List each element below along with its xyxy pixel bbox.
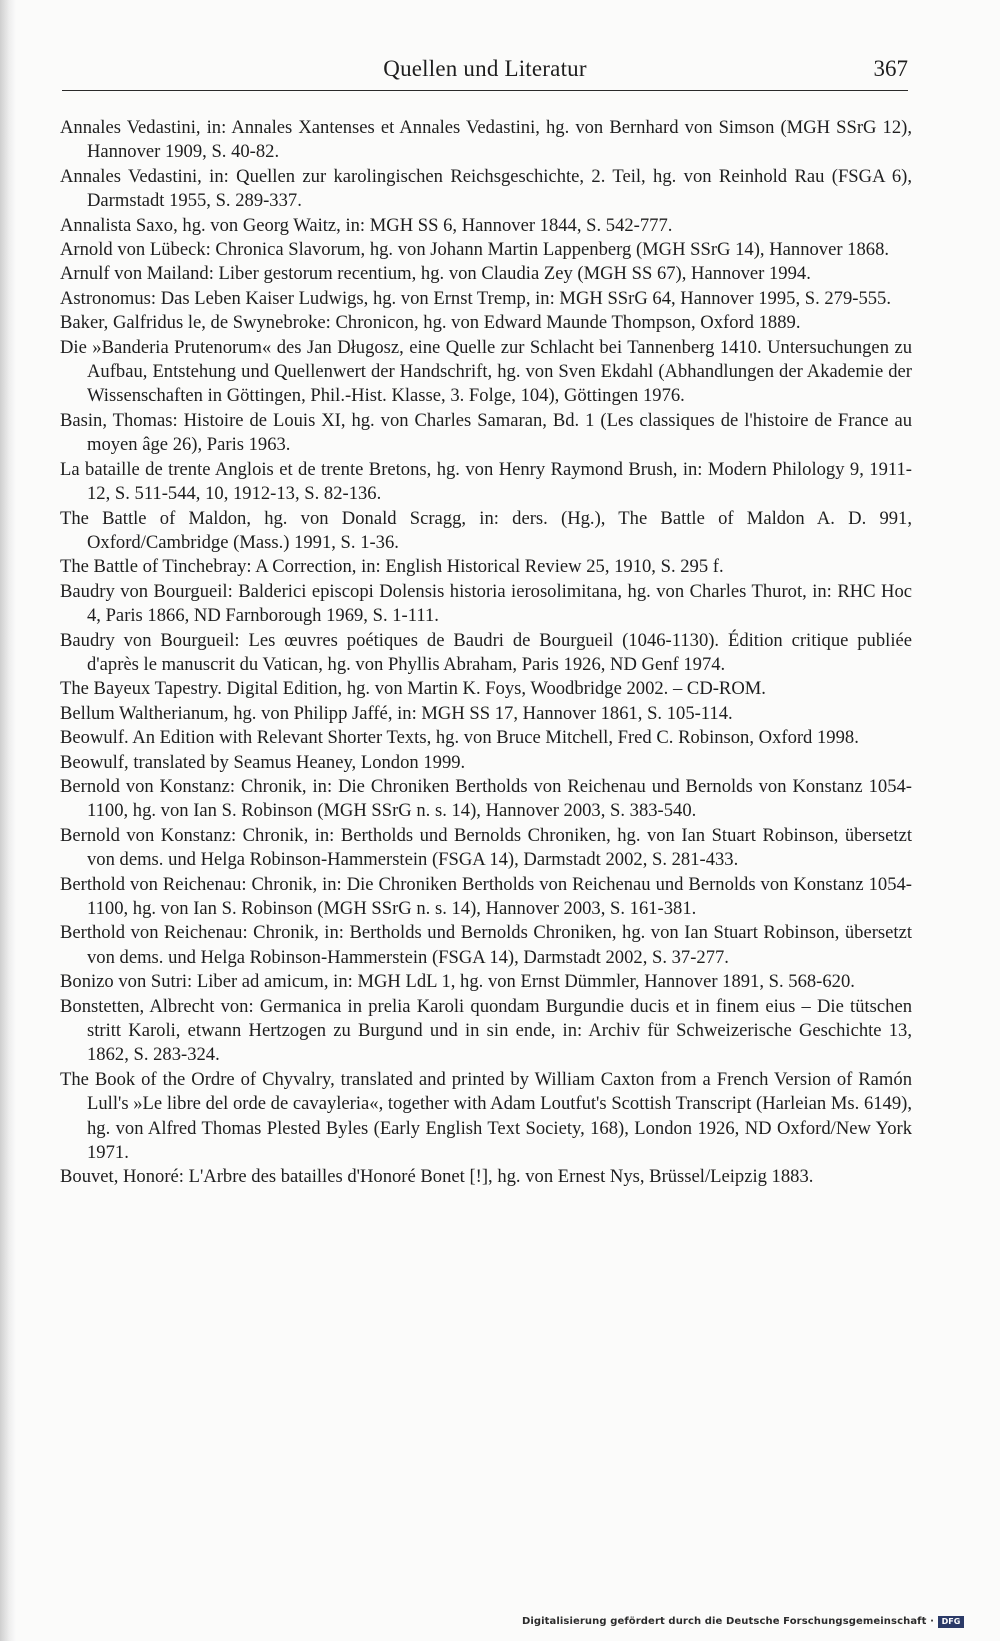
bibliography-entry: Basin, Thomas: Histoire de Louis XI, hg. von Charles Samaran, Bd. 1 (Les classiques de l'histoire de France au moyen âge 26), Paris 1963. bbox=[60, 409, 912, 456]
bibliography-entry: The Bayeux Tapestry. Digital Edition, hg. von Martin K. Foys, Woodbridge 2002. – CD-ROM. bbox=[60, 678, 766, 700]
bibliography-entry: Annales Vedastini, in: Annales Xantenses et Annales Vedastini, hg. von Bernhard von Simson (MGH SSrG 12), Hannover 1909, S. 40-82. bbox=[60, 117, 912, 163]
bibliography-entry: La bataille de trente Anglois et de trente Bretons, hg. von Henry Raymond Brush, in: Modern Philology 9, 1911-12, S. 511-544, 10, 1912-13, S. 82-136. bbox=[60, 458, 912, 505]
bibliography-entry: Arnulf von Mailand: Liber gestorum recentium, hg. von Claudia Zey (MGH SS 67), Hannover 1994. bbox=[60, 263, 811, 285]
bibliography-entry: Bernold von Konstanz: Chronik, in: Die Chroniken Bertholds von Reichenau und Bernolds von Konstanz 1054-1100, hg. von Ian S. Robinson (MGH SSrG n. s. 14), Hannover 2003, S. 383-540. bbox=[60, 775, 912, 822]
bibliography-entry: Berthold von Reichenau: Chronik, in: Die Chroniken Bertholds von Reichenau und Bernolds von Konstanz 1054-1100, hg. von Ian S. Robinson (MGH SSrG n. s. 14), Hannover 2003, S. 161-381. bbox=[60, 873, 912, 919]
bibliography-entry: Beowulf, translated by Seamus Heaney, London 1999. bbox=[60, 751, 466, 773]
bibliography-entry: Bellum Waltherianum, hg. von Philipp Jaffé, in: MGH SS 17, Hannover 1861, S. 105-114. bbox=[60, 702, 733, 724]
bibliography-entry: The Battle of Tinchebray: A Correction, in: English Historical Review 25, 1910, S. 295 f. bbox=[60, 556, 724, 578]
bibliography-entry: Beowulf. An Edition with Relevant Shorter Texts, hg. von Bruce Mitchell, Fred C. Robinson, Oxford 1998. bbox=[60, 727, 859, 749]
page-number: 367 bbox=[873, 56, 908, 81]
bibliography-entry: Astronomus: Das Leben Kaiser Ludwigs, hg. von Ernst Tremp, in: MGH SSrG 64, Hannover 1995, S. 279-555. bbox=[60, 287, 891, 309]
bibliography-entry: Arnold von Lübeck: Chronica Slavorum, hg. von Johann Martin Lappenberg (MGH SSrG 14), Hannover 1868. bbox=[60, 239, 890, 261]
bibliography-entry: Annalista Saxo, hg. von Georg Waitz, in: MGH SS 6, Hannover 1844, S. 542-777. bbox=[60, 214, 673, 236]
bibliography-entry: The Battle of Maldon, hg. von Donald Scragg, in: ders. (Hg.), The Battle of Maldon A. D. 991, Oxford/Cambridge (Mass.) 1991, S. 1-36. bbox=[60, 507, 912, 553]
bibliography-list bbox=[60, 116, 912, 1190]
dfg-logo-icon: DFG bbox=[938, 1616, 964, 1628]
spine-shadow bbox=[0, 0, 16, 1641]
bibliography-entry: Annales Vedastini, in: Quellen zur karolingischen Reichsgeschichte, 2. Teil, hg. von Reinhold Rau (FSGA 6), Darmstadt 1955, S. 289-337. bbox=[60, 165, 912, 212]
page-header bbox=[62, 54, 908, 90]
bibliography-entry: Bonstetten, Albrecht von: Germanica in prelia Karoli quondam Burgundie ducis et in finem eius – Die tütschen stritt Karoli, etwann Hertzogen zu Burgund und in sin ende, in: Archiv für Schweizerische Geschichte 13, 1862, S. 283-324. bbox=[60, 995, 912, 1066]
bibliography-entry: Die »Banderia Prutenorum« des Jan Długosz, eine Quelle zur Schlacht bei Tannenberg 1410. Untersuchungen zu Aufbau, Entstehung und Quellenwert der Handschrift, hg. von Sven Ekdahl (Abhandlungen der Akademie der Wissenschaften in Göttingen, Phil.-Hist. Klasse, 3. Folge, 104), Göttingen 1976. bbox=[60, 336, 912, 407]
digitization-credit: Digitalisierung gefördert durch die Deutsche Forschungsgemeinschaft · bbox=[521, 1616, 934, 1627]
bibliography-entry: The Book of the Ordre of Chyvalry, translated and printed by William Caxton from a French Version of Ramón Lull's »Le libre del orde de cavayleria«, together with Adam Loutfut's Scottish Transcript (Harleian Ms. 6149), hg. von Alfred Thomas Plested Byles (Early English Text Society, 168), London 1926, ND Oxford/New York 1971. bbox=[60, 1068, 912, 1164]
bibliography-entry: Bonizo von Sutri: Liber ad amicum, in: MGH LdL 1, hg. von Ernst Dümmler, Hannover 1891, S. 568-620. bbox=[60, 971, 855, 993]
bibliography-entry: Berthold von Reichenau: Chronik, in: Bertholds und Bernolds Chroniken, hg. von Ian Stuart Robinson, übersetzt von dems. und Helga Robinson-Hammerstein (FSGA 14), Darmstadt 2002, S. 37-277. bbox=[60, 922, 912, 968]
header-rule bbox=[62, 90, 908, 91]
bibliography-entry: Baker, Galfridus le, de Swynebroke: Chronicon, hg. von Edward Maunde Thompson, Oxford 1889. bbox=[60, 312, 801, 334]
bibliography-entry: Bouvet, Honoré: L'Arbre des batailles d'Honoré Bonet [!], hg. von Ernest Nys, Brüssel/Leipzig 1883. bbox=[60, 1166, 814, 1188]
bibliography-entry: Baudry von Bourgueil: Les œuvres poétiques de Baudri de Bourgueil (1046-1130). Édition critique publiée d'après le manuscrit du Vatican, hg. von Phyllis Abraham, Paris 1926, ND Genf 1974. bbox=[60, 629, 912, 675]
bibliography-entry: Baudry von Bourgueil: Balderici episcopi Dolensis historia ierosolimitana, hg. von Charles Thurot, in: RHC Hoc 4, Paris 1866, ND Farnborough 1969, S. 1-111. bbox=[60, 580, 912, 627]
bibliography-entry: Bernold von Konstanz: Chronik, in: Bertholds und Bernolds Chroniken, hg. von Ian Stuart Robinson, übersetzt von dems. und Helga Robinson-Hammerstein (FSGA 14), Darmstadt 2002, S. 281-433. bbox=[60, 824, 912, 871]
running-title: Quellen und Literatur bbox=[383, 56, 587, 81]
